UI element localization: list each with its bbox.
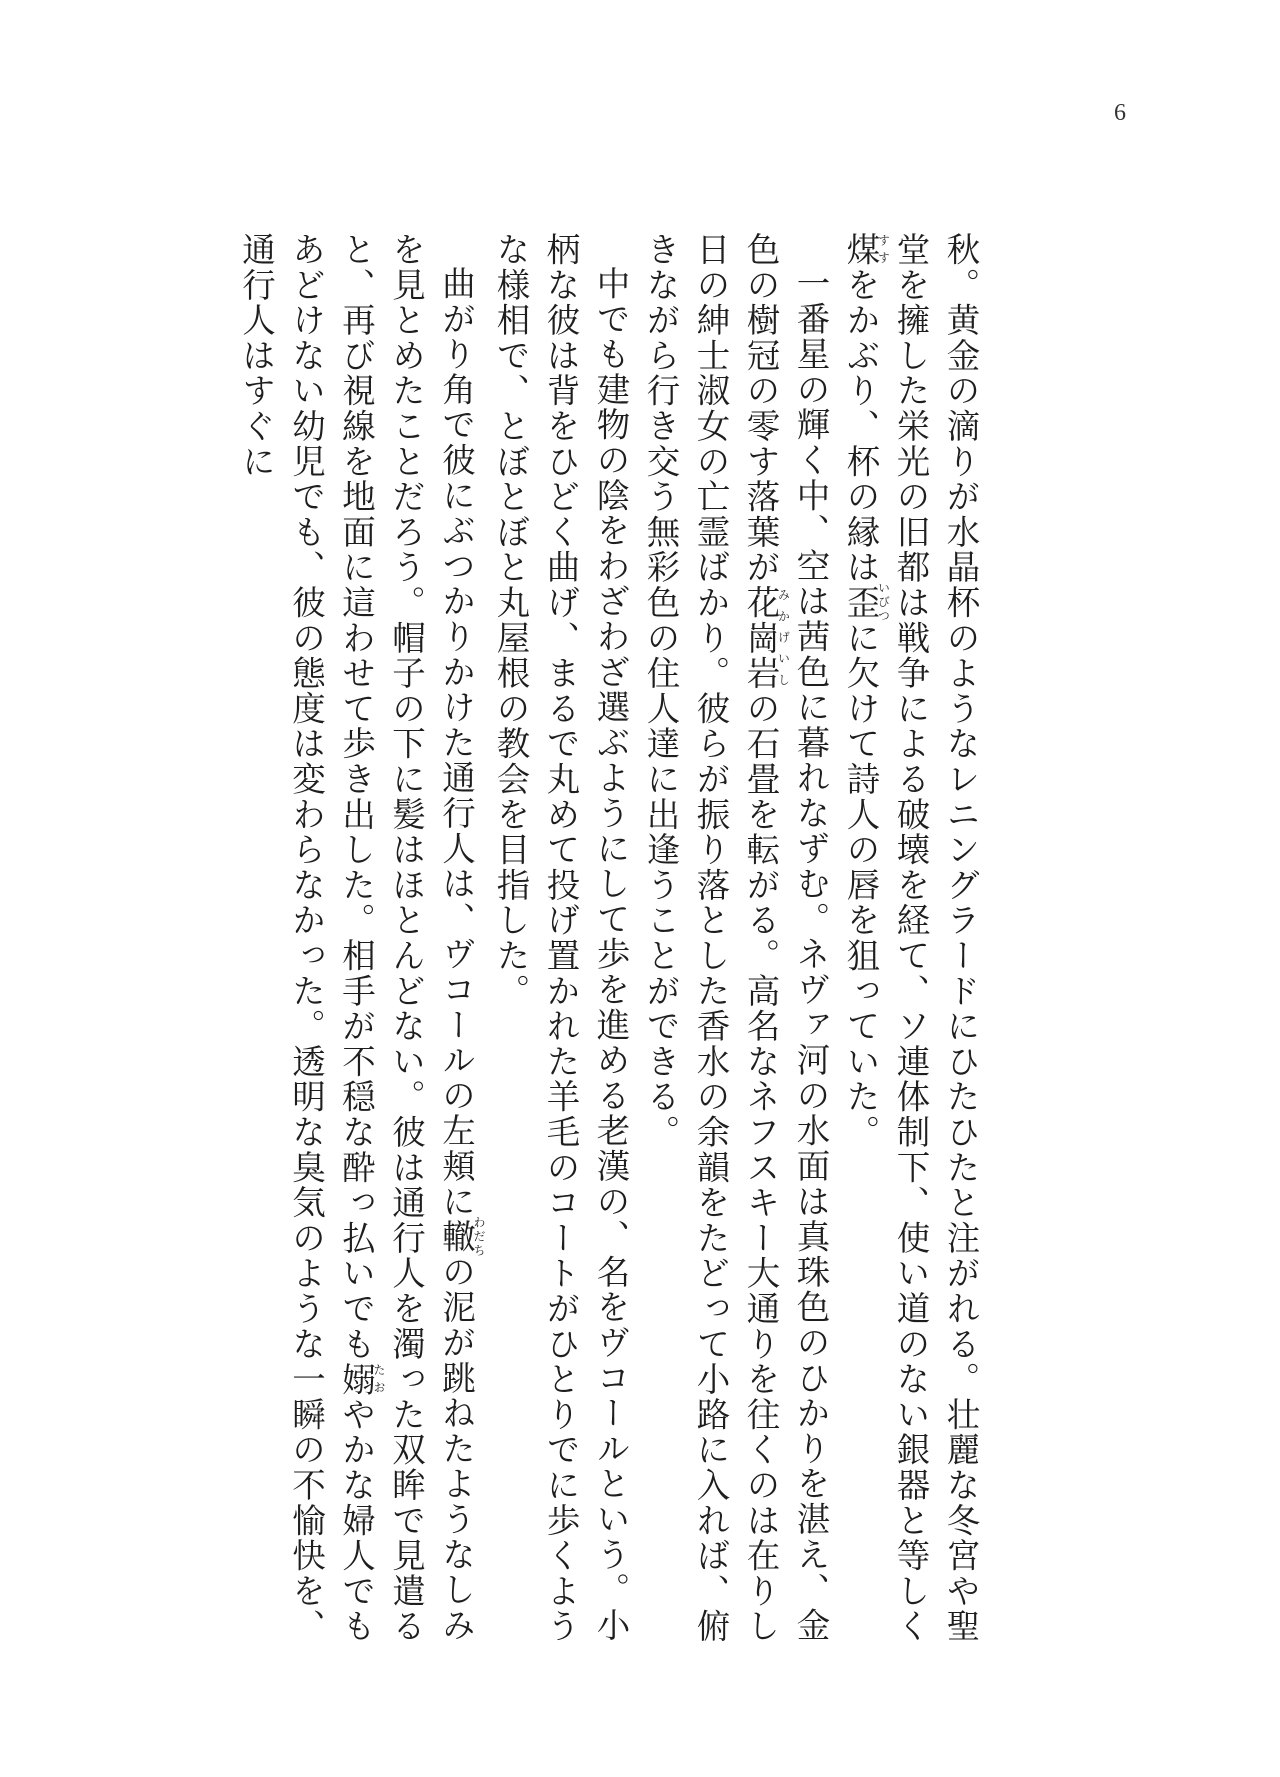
ruby-reading: いびつ — [876, 581, 891, 624]
ruby-annotation — [741, 585, 791, 691]
ruby-reading: みかげいし — [776, 585, 791, 691]
ruby-base: 煤 — [841, 232, 880, 268]
text-run: の泥が跳ねたようなしみを見とめたことだろう。帽子の下に髪はほとんどない。彼は通行人を濁った双眸で見遣ると、再び視線を地面に這わせて歩き出した。相手が不穏な酔っ払いでも — [336, 232, 476, 1644]
text-run: 一番星の輝く中、空は茜色に暮れなずむ。ネヴァ河の水面は真珠色のひかりを湛え、金色の樹冠の零す落葉が — [741, 232, 830, 1643]
ruby-annotation — [841, 232, 891, 268]
paragraph — [485, 232, 635, 1662]
paragraph — [231, 232, 486, 1662]
ruby-base: 轍 — [436, 1215, 476, 1258]
text-run: 秋。黄金の滴りが水晶杯のようなレニングラードにひたひたと注がれる。壮麗な冬宮や聖堂を擁した栄光の旧都は戦争による破壊を経て、ソ連体制下、使い道のない銀器と等しく — [891, 232, 980, 1644]
paragraph — [835, 232, 985, 1662]
vertical-text-body — [215, 232, 985, 1662]
ruby-reading: たお — [372, 1361, 386, 1397]
text-run: の石畳を転がる。高名なネフスキー大通りを往くのは在りし日の紳士淑女の亡霊ばかり。彼らが振り落とした香水の余韻をたどって小路に入れば、俯きながら行き交う無彩色の住人達に出逢うことができる。 — [641, 232, 780, 1645]
paragraph — [635, 232, 835, 1662]
text-run: やかな婦人でもあどけない幼児でも、彼の態度は変わらなかった。透明な臭気のような一瞬の不愉快を、通行人はすぐに — [236, 232, 376, 1645]
ruby-base: 歪 — [841, 581, 880, 624]
ruby-annotation — [336, 1361, 386, 1397]
ruby-reading: わだち — [472, 1215, 486, 1258]
ruby-base: 嫋 — [336, 1361, 376, 1397]
text-run: 中でも建物の陰をわざわざ選ぶようにして歩を進める老漢の、名をヴコールという。小柄な彼は背をひどく曲げ、まるで丸めて投げ置かれた羊毛のコートがひとりでに歩くような様相で、とぼとぼと丸屋根の教会を目指した。 — [491, 232, 630, 1644]
ruby-annotation — [436, 1215, 486, 1258]
text-run: に欠けて詩人の唇を狙っていた。 — [841, 620, 880, 1150]
ruby-annotation — [841, 581, 891, 624]
text-run: 曲がり角で彼にぶつかりかけた通行人は、ヴコールの左頬に — [436, 265, 476, 1219]
text-run: をかぶり、杯の縁は — [841, 267, 880, 586]
page-number: 6 — [1114, 100, 1126, 126]
ruby-reading: すす — [876, 232, 891, 268]
ruby-base: 花崗岩 — [741, 585, 780, 691]
